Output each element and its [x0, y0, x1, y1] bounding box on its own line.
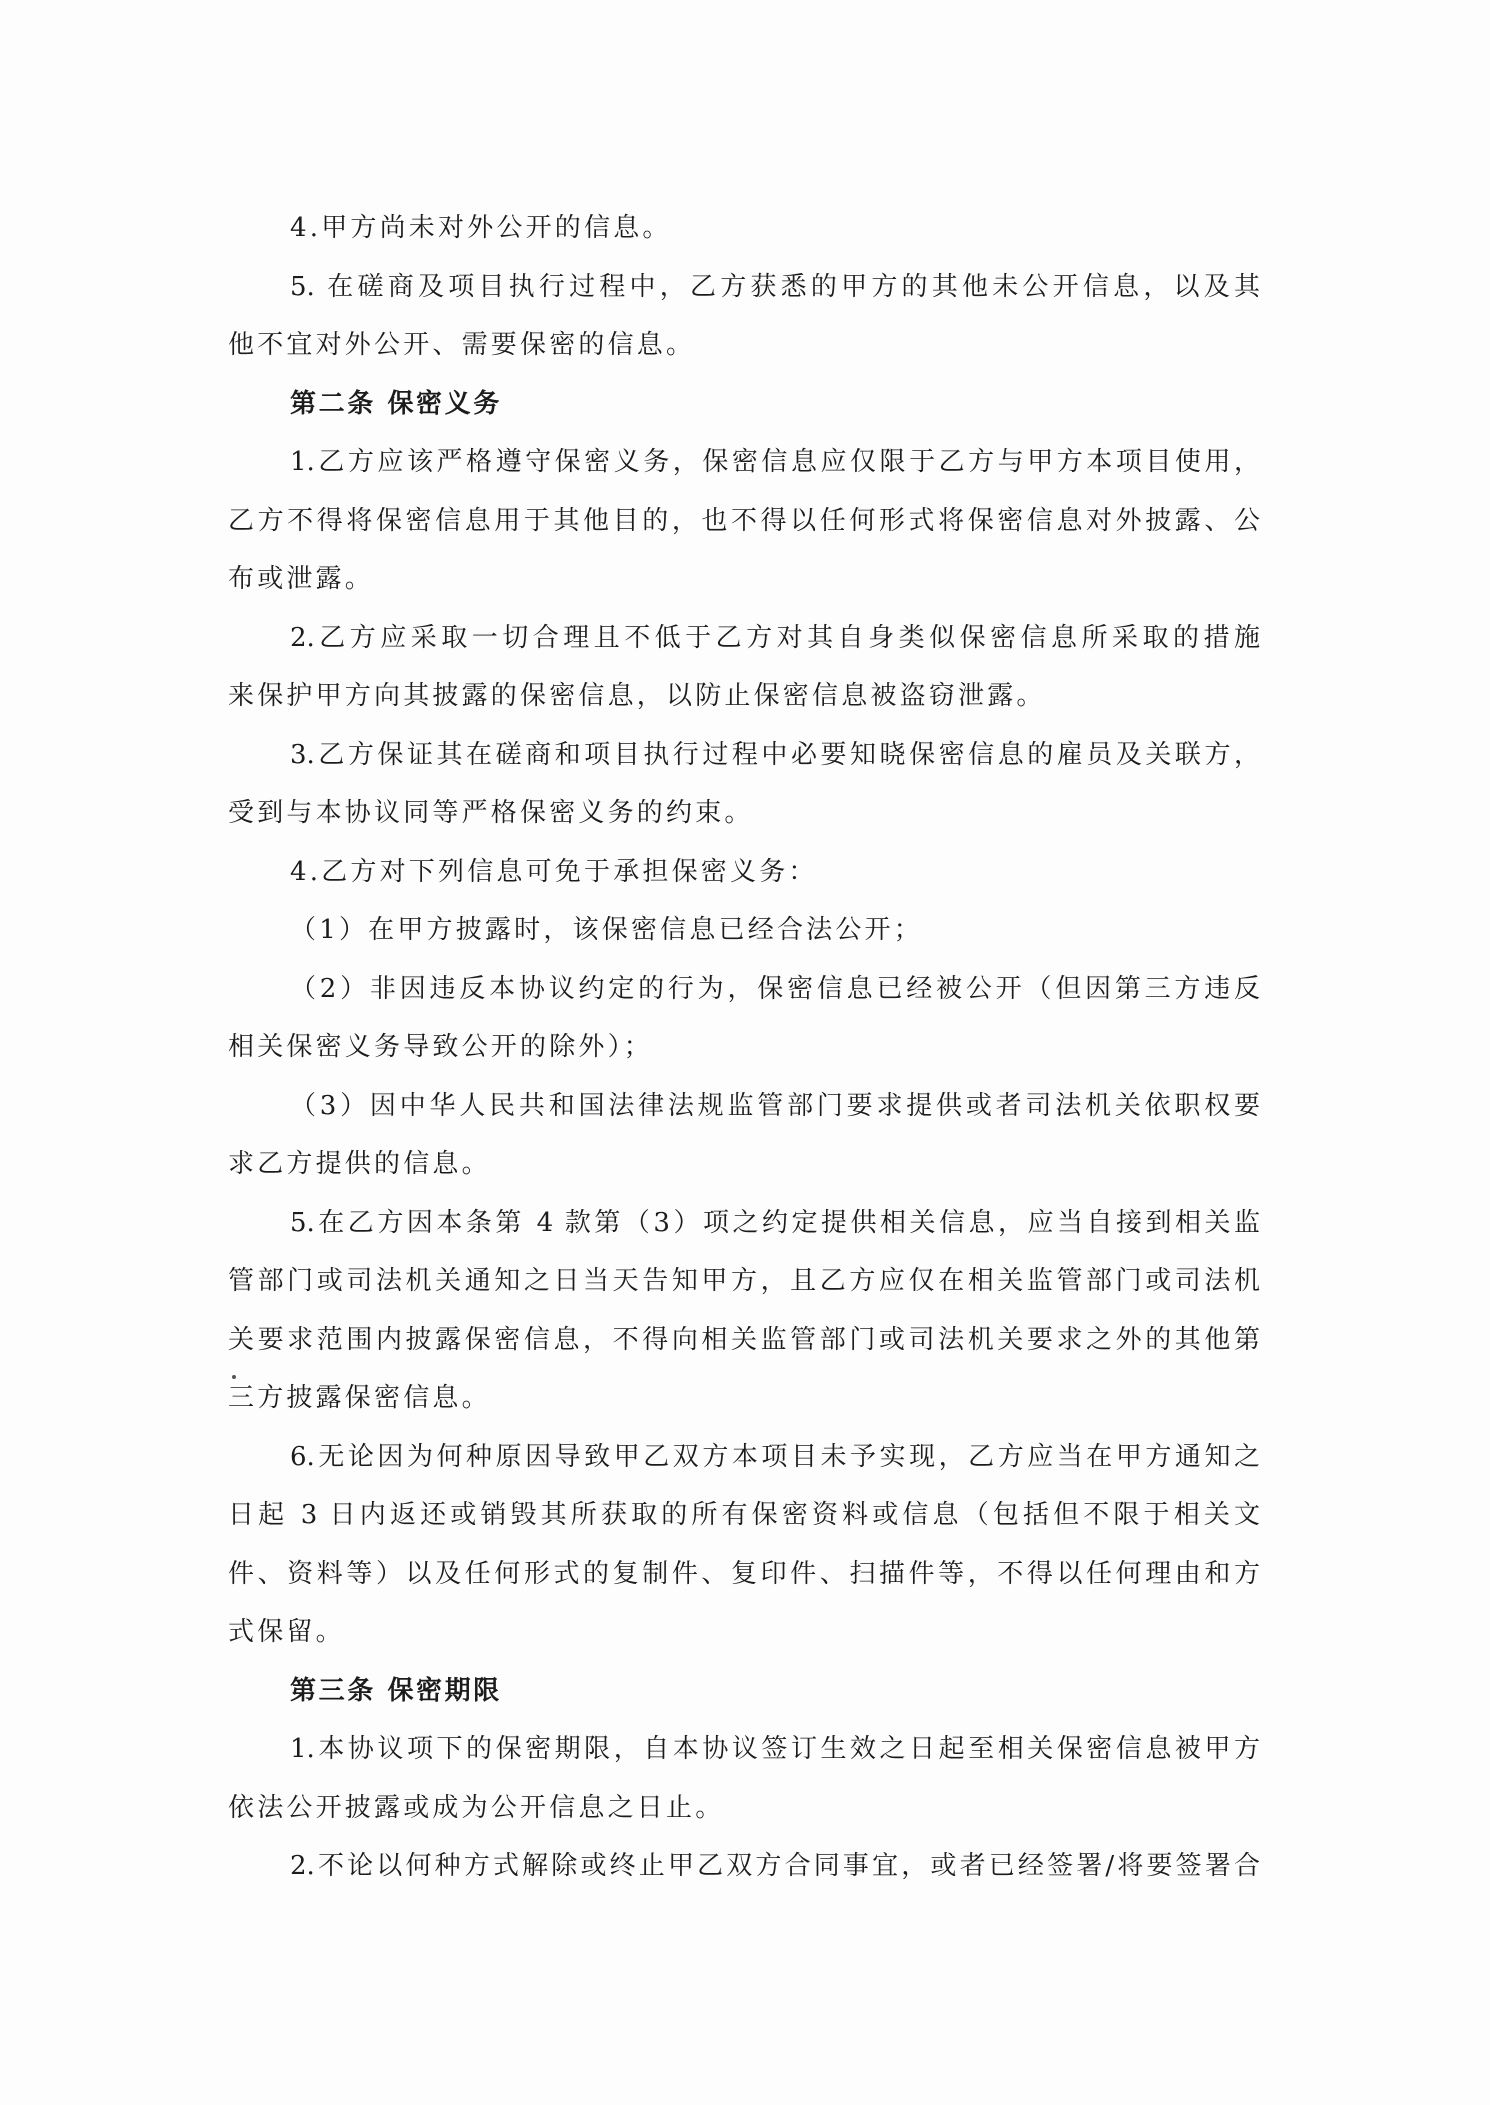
text-line: 三方披露保密信息。 [228, 1383, 491, 1413]
text-line: 4.甲方尚未对外公开的信息。 [290, 213, 672, 243]
text-line: 布或泄露。 [228, 564, 375, 594]
text-line: 求乙方提供的信息。 [228, 1149, 491, 1179]
text-line: 日起 3 日内返还或销毁其所获取的所有保密资料或信息（包括但不限于相关文 [228, 1500, 1260, 1530]
text-line: 来保护甲方向其披露的保密信息，以防止保密信息被盗窃泄露。 [228, 681, 1046, 711]
text-line: （3）因中华人民共和国法律法规监管部门要求提供或者司法机关依职权要 [290, 1090, 1260, 1121]
text-line: 他不宜对外公开、需要保密的信息。 [228, 330, 696, 360]
text-line: 2.乙方应采取一切合理且不低于乙方对其自身类似保密信息所采取的措施 [290, 622, 1260, 653]
text-line: 关要求范围内披露保密信息，不得向相关监管部门或司法机关要求之外的其他第 [228, 1324, 1260, 1355]
document-body [228, 199, 1260, 1896]
section-heading: 第三条 保密期限 [290, 1675, 502, 1706]
text-line: 5.在乙方因本条第 4 款第（3）项之约定提供相关信息，应当自接到相关监 [290, 1207, 1260, 1238]
text-line: 5. 在磋商及项目执行过程中，乙方获悉的甲方的其他未公开信息，以及其 [290, 271, 1260, 302]
text-line: （2）非因违反本协议约定的行为，保密信息已经被公开（但因第三方违反 [290, 973, 1260, 1004]
text-line: 受到与本协议同等严格保密义务的约束。 [228, 798, 754, 828]
text-line: 2.不论以何种方式解除或终止甲乙双方合同事宜，或者已经签署/将要签署合 [290, 1851, 1260, 1881]
text-line: 相关保密义务导致公开的除外）； [228, 1032, 654, 1062]
text-line: 1.本协议项下的保密期限，自本协议签订生效之日起至相关保密信息被甲方 [290, 1734, 1260, 1764]
text-line: 1.乙方应该严格遵守保密义务，保密信息应仅限于乙方与甲方本项目使用， [290, 447, 1260, 477]
section-heading: 第二条 保密义务 [290, 388, 502, 419]
scan-speck [232, 1375, 236, 1379]
text-line: 式保留。 [228, 1617, 345, 1647]
text-line: 4.乙方对下列信息可免于承担保密义务： [290, 856, 818, 887]
text-line: 管部门或司法机关通知之日当天告知甲方，且乙方应仅在相关监管部门或司法机 [228, 1266, 1260, 1296]
text-line: 3.乙方保证其在磋商和项目执行过程中必要知晓保密信息的雇员及关联方， [290, 739, 1260, 770]
text-line: 6.无论因为何种原因导致甲乙双方本项目未予实现，乙方应当在甲方通知之 [290, 1441, 1260, 1472]
text-line: （1）在甲方披露时，该保密信息已经合法公开； [290, 915, 923, 945]
text-line: 乙方不得将保密信息用于其他目的，也不得以任何形式将保密信息对外披露、公 [228, 505, 1260, 536]
text-line: 件、资料等）以及任何形式的复制件、复印件、扫描件等，不得以任何理由和方 [228, 1558, 1260, 1589]
text-line: 依法公开披露或成为公开信息之日止。 [228, 1792, 725, 1823]
